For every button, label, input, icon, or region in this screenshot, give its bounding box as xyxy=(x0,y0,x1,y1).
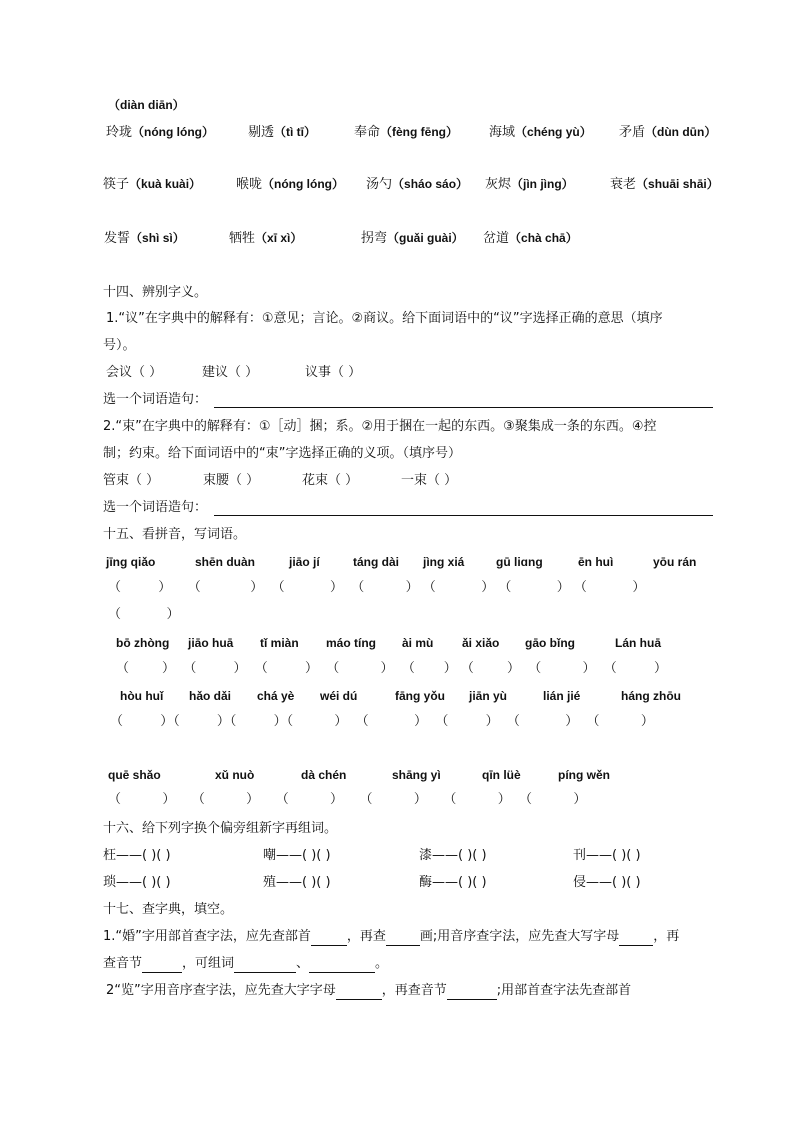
q-text: ;用部首查字法先查部首 xyxy=(496,983,632,998)
choice-word: 灰烬 xyxy=(485,177,512,192)
sentence-answer-line[interactable] xyxy=(214,514,713,516)
choice-item xyxy=(483,229,578,248)
q-text: 画;用音序查字法，应先查大写字母 xyxy=(419,929,620,944)
q-text: 1.“婚”字用部首查字法，应先查部首 xyxy=(103,929,311,944)
choice-options: （dùn dūn） xyxy=(645,125,717,139)
choice-options: （nóng lóng） xyxy=(132,125,214,139)
question-text: 号）。 xyxy=(103,338,136,353)
pinyin: chá yè xyxy=(257,689,295,703)
radical-item[interactable]: 嘲——( )( ) xyxy=(263,848,331,863)
choice-item xyxy=(610,175,719,194)
answer-item[interactable]: 一束（ ） xyxy=(401,473,458,488)
section-title: 十六、给下列字换个偏旁组新字再组词。 xyxy=(103,821,338,836)
q-text: ，可组词 xyxy=(182,956,235,971)
choice-item xyxy=(366,175,468,194)
pinyin: fāng yǒu xyxy=(395,689,445,703)
choice-word: 剔透 xyxy=(248,125,275,140)
q-text: 2“览”字用音序查字法，应先查大字字母 xyxy=(106,983,336,998)
question-text: 制；约束。给下面词语中的“束”字选择正确的义项。（填序号） xyxy=(103,446,461,461)
question-line xyxy=(103,928,679,946)
choice-item xyxy=(354,123,458,142)
blank-syllable[interactable] xyxy=(447,985,497,1000)
pinyin: jiāo huā xyxy=(188,636,234,650)
choice-word: 海域 xyxy=(489,125,516,140)
choice-word: 衰老 xyxy=(610,177,637,192)
answer-item[interactable]: 花束（ ） xyxy=(302,473,359,488)
pinyin: tǐ miàn xyxy=(260,636,299,650)
pinyin: gāo bǐng xyxy=(525,636,575,650)
blank-radical[interactable] xyxy=(311,931,347,946)
radical-item[interactable]: 刊——( )( ) xyxy=(573,848,641,863)
sentence-prompt: 选一个词语造句： xyxy=(103,392,208,407)
answer-parens[interactable]: （ ） xyxy=(108,607,180,622)
pinyin: jiāo jí xyxy=(289,555,320,569)
pinyin: xǔ nuò xyxy=(215,768,255,782)
choice-word: 筷子 xyxy=(103,177,130,192)
pinyin: háng zhōu xyxy=(621,689,681,703)
question-line xyxy=(103,955,388,973)
radical-item[interactable]: 殖——( )( ) xyxy=(263,875,331,890)
pinyin: jìng xiá xyxy=(423,555,465,569)
pinyin: jīng qiǎo xyxy=(106,555,156,569)
answer-parens-row[interactable]: （ ）（ ）（ ）（ ） （ ） （ ） （ ） （ ） xyxy=(110,714,654,729)
question-text: 2.“束”在字典中的解释有：①［动］捆；系。②用于捆在一起的东西。③聚集成一条的东西。④控 xyxy=(103,419,657,434)
pinyin: lián jié xyxy=(543,689,581,703)
radical-item[interactable]: 酶——( )( ) xyxy=(419,875,487,890)
blank-capital-letter[interactable] xyxy=(619,931,653,946)
choice-options: （sháo sáo） xyxy=(392,177,469,191)
blank-syllable[interactable] xyxy=(142,958,182,973)
answer-item[interactable]: 束腰（ ） xyxy=(203,473,260,488)
pinyin: shēn duàn xyxy=(195,555,256,569)
q-text: 、 xyxy=(296,956,310,971)
choice-options: （tì tī） xyxy=(274,125,317,139)
q-text: ，再查音节 xyxy=(381,983,447,998)
choice-options: （chéng yù） xyxy=(515,125,592,139)
answer-item[interactable]: 管束（ ） xyxy=(103,473,160,488)
section-title: 十五、看拼音，写词语。 xyxy=(103,527,247,542)
q-text: ，再查 xyxy=(346,929,386,944)
choice-item xyxy=(489,123,592,142)
choice-word: 拐弯 xyxy=(361,231,388,246)
pinyin: táng dài xyxy=(353,555,400,569)
blank-strokes[interactable] xyxy=(386,931,420,946)
choice-item xyxy=(361,229,464,248)
choice-item xyxy=(104,229,185,248)
pinyin: gū liɑng xyxy=(496,555,543,569)
pinyin-options-continued: （diàn diān） xyxy=(108,98,185,112)
choice-word: 岔道 xyxy=(483,231,510,246)
radical-item[interactable]: 枉——( )( ) xyxy=(103,848,171,863)
radical-item[interactable]: 侵——( )( ) xyxy=(573,875,641,890)
choice-word: 玲珑 xyxy=(106,125,133,140)
choice-options: （kuà kuài） xyxy=(129,177,202,191)
question-line xyxy=(106,982,631,1000)
q-text: ，再 xyxy=(653,929,680,944)
pinyin: Lán huā xyxy=(615,636,662,650)
answer-parens-row[interactable]: （ ） （ ） （ ） （ ） （ ） （ ） （ ） xyxy=(108,580,646,595)
choice-options: （shì sì） xyxy=(130,231,185,245)
choice-word: 奉命 xyxy=(354,125,381,140)
section-title: 十七、查字典，填空。 xyxy=(103,902,234,917)
pinyin: yōu rán xyxy=(653,555,697,569)
pinyin: wéi dú xyxy=(320,689,358,703)
sentence-answer-line[interactable] xyxy=(214,406,713,408)
pinyin: dà chén xyxy=(301,768,347,782)
pinyin: jiān yù xyxy=(469,689,508,703)
choice-word: 汤勺 xyxy=(366,177,393,192)
pinyin: ēn huì xyxy=(578,555,614,569)
choice-options: （fèng fēng） xyxy=(380,125,459,139)
choice-item xyxy=(485,175,574,194)
answer-item[interactable]: 会议（ ） xyxy=(106,365,163,380)
radical-item[interactable]: 漆——( )( ) xyxy=(419,848,487,863)
choice-options: （jìn jìng） xyxy=(511,177,574,191)
choice-options: （chà chā） xyxy=(509,231,578,245)
blank-capital-letter[interactable] xyxy=(336,985,382,1000)
choice-item xyxy=(106,123,214,142)
choice-word: 发誓 xyxy=(104,231,131,246)
choice-item xyxy=(103,175,201,194)
pinyin: ǎi xiǎo xyxy=(462,636,500,650)
pinyin: hòu huǐ xyxy=(120,689,164,703)
radical-item[interactable]: 琐——( )( ) xyxy=(103,875,171,890)
choice-item xyxy=(248,123,316,142)
sentence-prompt: 选一个词语造句： xyxy=(103,500,208,515)
answer-item[interactable]: 议事（ ） xyxy=(305,365,362,380)
q-text: 。 xyxy=(375,956,389,971)
choice-options: （guǎi guài） xyxy=(387,231,464,245)
pinyin: hǎo dǎi xyxy=(189,689,232,703)
choice-word: 矛盾 xyxy=(619,125,646,140)
pinyin: shāng yì xyxy=(392,768,441,782)
answer-item[interactable]: 建议（ ） xyxy=(202,365,259,380)
pinyin: píng wěn xyxy=(558,768,610,782)
question-text: 1.“议”在字典中的解释有：①意见；言论。②商议。给下面词语中的“议”字选择正确的意思（填序 xyxy=(106,311,663,326)
pinyin: ài mù xyxy=(402,636,434,650)
pinyin: máo tíng xyxy=(326,636,376,650)
choice-options: （nóng lóng） xyxy=(262,177,344,191)
section-title: 十四、辨别字义。 xyxy=(103,285,208,300)
pinyin: qīn lüè xyxy=(482,768,521,782)
choice-item xyxy=(229,229,302,248)
choice-item xyxy=(619,123,716,142)
blank-word-1[interactable] xyxy=(234,958,296,973)
choice-options: （xī xì） xyxy=(255,231,303,245)
blank-word-2[interactable] xyxy=(309,958,375,973)
choice-item xyxy=(236,175,344,194)
answer-parens-row[interactable]: （ ） （ ） （ ） （ ） （ ） （ ） xyxy=(108,792,587,807)
answer-parens-row[interactable]: （ ） （ ） （ ） （ ） （ ） （ ） （ ） （ ） xyxy=(116,661,667,676)
choice-word: 喉咙 xyxy=(236,177,263,192)
pinyin: bō zhòng xyxy=(116,636,170,650)
choice-options: （shuāi shāi） xyxy=(636,177,719,191)
q-text: 查音节 xyxy=(103,956,143,971)
pinyin: quē shǎo xyxy=(108,768,161,782)
choice-word: 牺牲 xyxy=(229,231,256,246)
